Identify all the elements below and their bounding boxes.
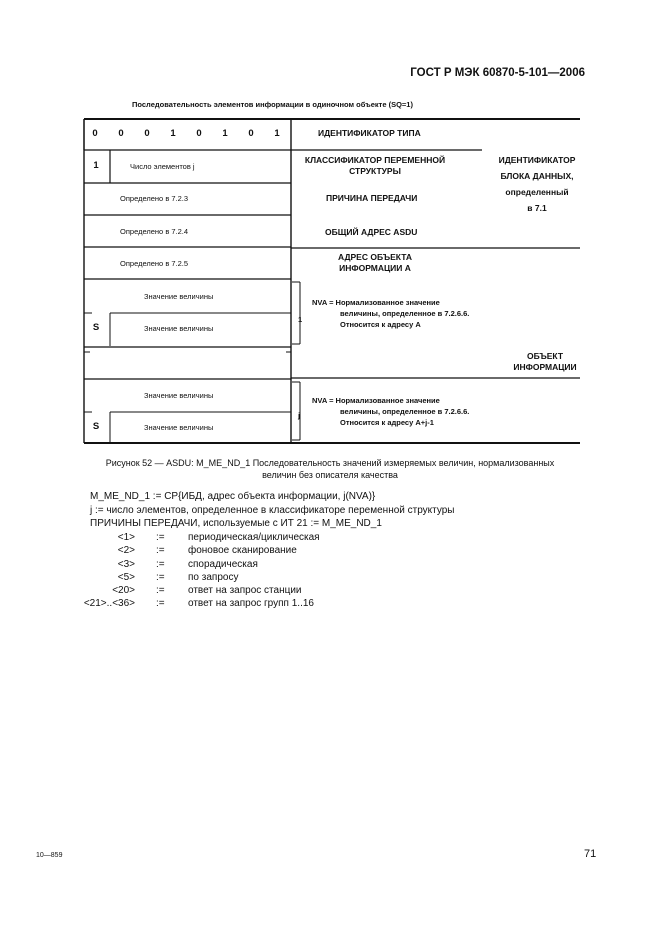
nva-j-text (312, 395, 469, 428)
nva-line: NVA = Нормализованное значение (312, 298, 440, 307)
duid-label (492, 152, 582, 216)
body-j-definition: j := число элементов, определенное в классификаторе переменной структуры (90, 505, 455, 516)
diagram-caption: Последовательность элементов информации в одиночном объекте (SQ=1) (132, 100, 413, 109)
bit-cell: 0 (248, 128, 254, 139)
nva-line: Относится к адресу А+j-1 (340, 418, 434, 427)
sign-bit: S (92, 322, 100, 333)
body-cot-heading: ПРИЧИНЫ ПЕРЕДАЧИ, используемые с ИТ 21 := M_ME_ND_1 (90, 518, 382, 529)
vsq-label: КЛАССИФИКАТОР ПЕРЕМЕННОЙ СТРУКТУРЫ (304, 155, 446, 176)
page-number: 71 (584, 848, 597, 860)
io-line: ОБЪЕКТ (526, 351, 564, 361)
index-j: j (298, 411, 301, 420)
type-id-label: ИДЕНТИФИКАТОР ТИПА (318, 128, 421, 138)
cause-op: := (156, 545, 165, 556)
bit-cell: 1 (222, 128, 228, 139)
cot-field: Определено в 7.2.3 (120, 194, 189, 203)
value-field-low: Значение величины (144, 391, 214, 400)
value-field-high: Значение величины (144, 423, 214, 432)
ioa-label: АДРЕС ОБЪЕКТА ИНФОРМАЦИИ А (337, 252, 412, 273)
duid-line: в 7.1 (527, 203, 547, 213)
cause-code: <3> (117, 559, 135, 570)
asdu-label: ОБЩИЙ АДРЕС ASDU (325, 227, 418, 237)
cause-op: := (156, 559, 165, 570)
footer-code: 10—859 (36, 852, 63, 859)
cause-text: ответ на запрос станции (188, 585, 302, 596)
sign-bit: S (92, 421, 100, 432)
bit-cell: 0 (196, 128, 202, 139)
bit-cell: 1 (170, 128, 176, 139)
duid-line: определенный (505, 187, 569, 197)
bit-cell: 0 (92, 128, 98, 139)
cause-code: <21>..<36> (83, 598, 135, 609)
figure-caption-line: величин без описателя качества (262, 470, 398, 480)
cause-op: := (156, 598, 165, 609)
nva-line: Относится к адресу А (340, 320, 421, 329)
cause-op: := (156, 572, 165, 583)
nva-1-text (312, 297, 469, 330)
io-label (505, 351, 585, 373)
cause-code: <20> (112, 585, 135, 596)
page-header: ГОСТ Р МЭК 60870-5-101—2006 (410, 67, 585, 79)
bit-cell: 0 (118, 128, 124, 139)
asdu-field: Определено в 7.2.4 (120, 227, 189, 236)
cause-code: <5> (117, 572, 135, 583)
cause-text: фоновое сканирование (188, 545, 297, 556)
nva-line: NVA = Нормализованное значение (312, 396, 440, 405)
value-field-low: Значение величины (144, 292, 214, 301)
bit-cell: 0 (144, 128, 150, 139)
cause-op: := (156, 532, 165, 543)
value-field-high: Значение величины (144, 324, 214, 333)
vsq-sq-bit: 1 (93, 160, 99, 171)
cause-text: ответ на запрос групп 1..16 (188, 598, 314, 609)
cause-code: <2> (117, 545, 135, 556)
cot-label: ПРИЧИНА ПЕРЕДАЧИ (326, 193, 418, 203)
bit-cell: 1 (274, 128, 280, 139)
cause-text: спорадическая (188, 559, 258, 570)
cause-text: по запросу (188, 572, 239, 583)
cause-op: := (156, 585, 165, 596)
io-line: ИНФОРМАЦИИ (513, 362, 577, 372)
duid-line: БЛОКА ДАННЫХ, (500, 171, 574, 181)
vsq-field: Число элементов j (130, 162, 195, 171)
body-definition: M_ME_ND_1 := CP{ИБД, адрес объекта информации, j(NVA)} (90, 491, 376, 502)
nva-line: величины, определенное в 7.2.6.6. (340, 309, 470, 318)
figure-caption-line: Рисунок 52 — ASDU: M_ME_ND_1 Последовательность значений измеряемых величин, нормализованных (105, 458, 555, 468)
cause-text: периодическая/циклическая (188, 532, 320, 543)
ioa-field: Определено в 7.2.5 (120, 259, 189, 268)
duid-line: ИДЕНТИФИКАТОР (498, 155, 576, 165)
cause-code: <1> (117, 532, 135, 543)
index-1: 1 (298, 315, 303, 324)
nva-line: величины, определенное в 7.2.6.6. (340, 407, 470, 416)
figure-caption (60, 457, 600, 481)
